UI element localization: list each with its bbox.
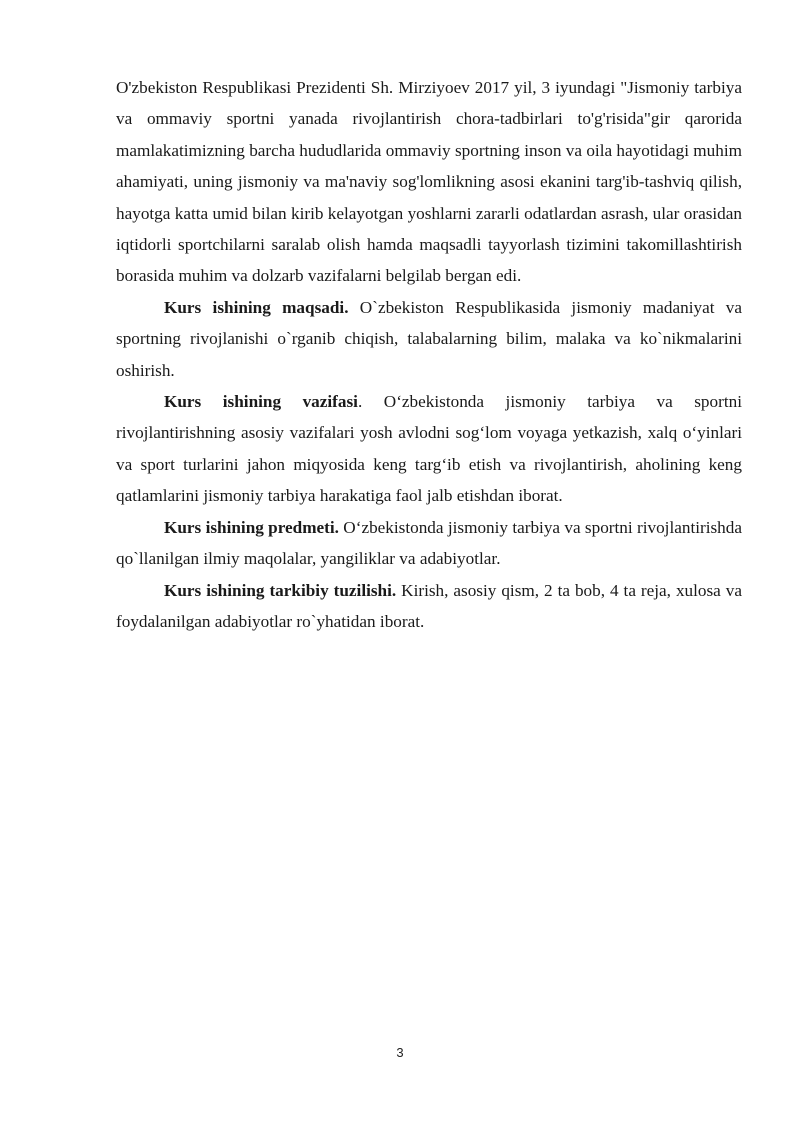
document-body	[116, 72, 742, 637]
intro-paragraph: O'zbekiston Respublikasi Prezidenti Sh. Mirziyoev 2017 yil, 3 iyundagi "Jismoniy tarbiya va ommaviy sportni yanada rivojlantirish chora-tadbirlari to'g'risida"gir qarorida mamlakatimizning barcha hududlarida ommaviy sportning inson va oila hayotidagi muhim ahamiyati, uning jismoniy va ma'naviy sog'lomlikning asosi ekanini targ'ib-tashviq qilish, hayotga katta umid bilan kirib kelayotgan yoshlarni zararli odatlardan asrash, ular orasidan iqtidorli sportchilarni saralab olish hamda maqsadli tayyorlash tizimini takomillashtirish borasida muhim va dolzarb vazifalarni belgilab bergan edi.	[116, 78, 742, 286]
tasks-text: . O‘zbekistonda jismoniy tarbiya va sportni rivojlantirishning asosiy vazifalari yosh avlodni sog‘lom voyaga yetkazish, xalq o‘yinlari va sport turlarini jahon miqyosida keng targ‘ib etish va rivojlantirish, aholining keng qatlamlarini jismoniy tarbiya harakatiga faol jalb etishdan iborat.	[116, 392, 742, 506]
subject-heading: Kurs ishining predmeti.	[164, 517, 339, 537]
purpose-heading: Kurs ishining maqsadi.	[164, 297, 349, 317]
subject-text: O‘zbekistonda jismoniy tarbiya va sportni rivojlantirishda qo`llanilgan ilmiy maqolalar, yangiliklar va adabiyotlar.	[116, 517, 742, 569]
purpose-text: O`zbekiston Respublikasida jismoniy madaniyat va sportning rivojlanishi o`rganib chiqish, talabalarning bilim, malaka va ko`nikmalarini oshirish.	[116, 297, 742, 380]
structure-text: Kirish, asosiy qism, 2 ta bob, 4 ta reja, xulosa va foydalanilgan adabiyotlar ro`yhatidan iborat.	[116, 580, 743, 631]
subject-paragraph	[116, 512, 742, 575]
purpose-paragraph	[116, 292, 742, 386]
structure-heading: Kurs ishining tarkibiy tuzilishi.	[164, 580, 397, 600]
page-number: 3	[396, 1045, 404, 1060]
tasks-heading: Kurs ishining vazifasi	[164, 392, 358, 412]
structure-paragraph	[116, 575, 742, 638]
tasks-paragraph	[116, 386, 742, 512]
